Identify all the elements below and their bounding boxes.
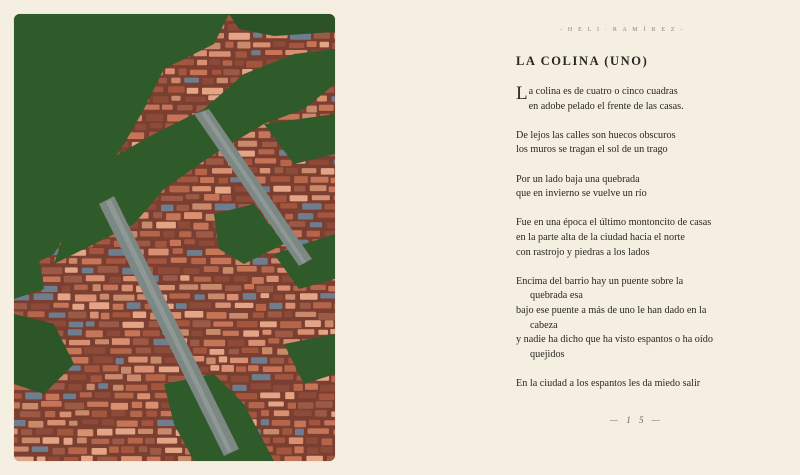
poem-line: y nadie ha dicho que ha visto espantos o ha oído [516,334,713,346]
stanza [516,377,786,392]
poem-line: en la parte alta de la ciudad hacia el norte [516,231,685,243]
stanza [516,275,786,363]
poem-line: quejidos [530,348,565,360]
stanza [516,85,786,114]
poem-page [470,0,800,475]
stanza [516,129,786,158]
poem-line: cabeza [530,319,558,331]
poem-line: En la ciudad a los espantos les da miedo salir [516,377,701,389]
poem-line: De lejos las calles son huecos obscuros [516,129,676,141]
drop-cap: L [516,83,528,104]
hillside-painting [14,14,335,461]
poem-line: en adobe pelado el frente de las casas. [528,100,684,112]
poem-line: que en invierno se vuelve un río [516,188,647,200]
poem-line: La colina es de cuatro o cinco cuadras [516,83,678,104]
poem-line: bajo ese puente a más de uno le han dado en la [516,304,707,316]
poem-line: con rastrojo y piedras a los lados [516,246,650,258]
stanza [516,216,786,260]
painting-illustration [14,14,335,461]
author-header: - H E L I · R A M Í R E Z - [560,27,685,33]
poem-line: quebrada esa [530,290,583,302]
poem-title: LA COLINA (UNO) [516,54,649,68]
poem-line: Fue en una época el último montoncito de casas [516,217,712,229]
poem-line: Encima del barrio hay un puente sobre la [516,275,684,287]
stanza [516,173,786,202]
page-number: — 1 5 — [610,415,663,425]
poem-body [516,85,786,406]
poem-line: los muros se tragan el sol de un trago [516,144,668,156]
poem-line: Por un lado baja una quebrada [516,173,640,185]
